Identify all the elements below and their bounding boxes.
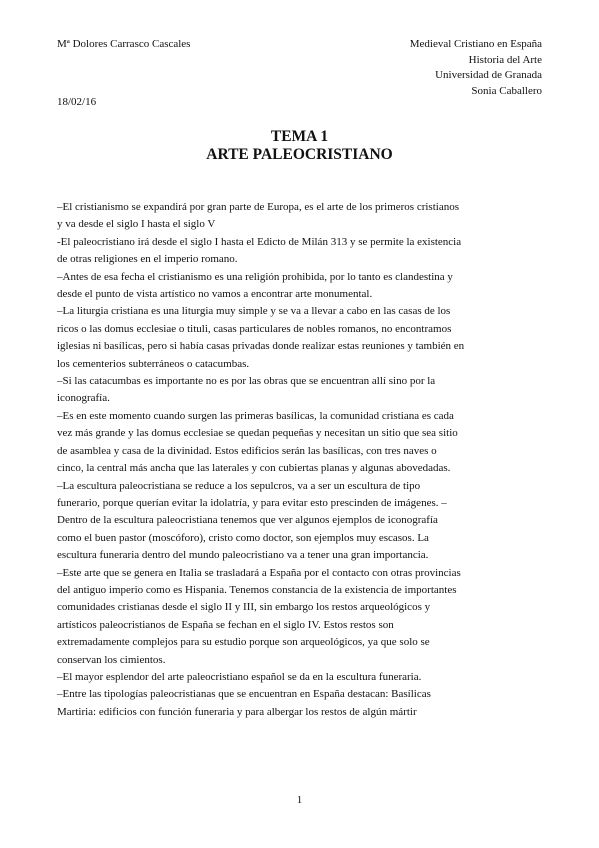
body-line: extremadamente complejos para su estudio porque son arqueológicos, ya que solo se: [57, 636, 430, 649]
body-line: iglesias ni basílicas, pero si había casas privadas donde realizar estas reuniones y también en: [57, 340, 465, 353]
body-line: desde el punto de vista artístico no vamos a encontrar arte monumental.: [57, 288, 373, 301]
body-line: vez más grande y las domus ecclesiae se quedan pequeñas y necesitan un sitio que sea sitio: [57, 427, 458, 440]
course-line: Sonia Caballero: [471, 84, 542, 97]
course-line: Medieval Cristiano en España: [409, 38, 542, 50]
body-line: Dentro de la escultura paleocristiana tenemos que ver algunos ejemplos de iconografía: [57, 514, 438, 527]
body-line: –Si las catacumbas es importante no es por las obras que se encuentran allí sino por la: [57, 375, 436, 388]
body-line: –El mayor esplendor del arte paleocristiano español se da en la escultura funeraria.: [57, 670, 422, 683]
body-line: cinco, la central más ancha que las laterales y con cubiertas planas y algunas abovedadas.: [57, 462, 451, 475]
course-line: Historia del Arte: [468, 53, 542, 66]
body-line: Martiria: edificios con función funeraria y para albergar los restos de algún mártir: [57, 705, 417, 718]
course-line: Universidad de Granada: [435, 69, 542, 81]
body-line: –La escultura paleocristiana se reduce a los sepulcros, va a ser un escultura de tipo: [57, 479, 421, 492]
body-line: –Este arte que se genera en Italia se trasladará a España por el contacto con otras provincias: [57, 566, 461, 579]
body-line: de asamblea y casa de la divinidad. Estos edificios serán las basílicas, con tres naves o: [57, 444, 437, 457]
body-line: del antiguo imperio como es Hispania. Tenemos constancia de la existencia de importantes: [57, 583, 457, 596]
page-number: 1: [296, 794, 303, 806]
document-date: 18/02/16: [57, 96, 97, 108]
document-title: [0, 128, 599, 164]
body-line: conservan los cimientos.: [57, 653, 166, 666]
body-line: –Antes de esa fecha el cristianismo es una religión prohibida, por lo tanto es clandestina y: [57, 270, 453, 283]
body-line: de otras religiones en el imperio romano.: [57, 253, 238, 266]
body-line: –Es en este momento cuando surgen las primeras basílicas, la comunidad cristiana es cada: [57, 409, 454, 422]
body-line: iconografía.: [57, 392, 110, 405]
body-line: -El paleocristiano irá desde el siglo I hasta el Edicto de Milán 313 y se permite la existencia: [57, 235, 462, 248]
title-line: ARTE PALEOCRISTIANO: [206, 146, 393, 163]
body-line: como el buen pastor (moscóforo), cristo como doctor, son ejemplos muy escasos. La: [57, 531, 429, 544]
body-line: escultura funeraria dentro del mundo paleocristiano va a tener una gran importancia.: [57, 549, 429, 562]
body-line: –La liturgia cristiana es una liturgia muy simple y se va a llevar a cabo en las casas de los: [57, 305, 451, 318]
body-line: los cementerios subterráneos o catacumbas.: [57, 357, 250, 370]
title-line: TEMA 1: [270, 128, 329, 145]
body-line: y va desde el siglo I hasta el siglo V: [57, 218, 216, 231]
body-line: –Entre las tipologías paleocristianas que se encuentran en España destacan: Basílicas: [57, 688, 431, 701]
course-info: [410, 37, 542, 99]
body-line: funerario, porque querían evitar la idolatría, y para evitar esto prescinden de imágenes. –: [57, 496, 447, 509]
body-line: artísticos paleocristianos de España se fechan en el siglo IV. Estos restos son: [57, 618, 394, 631]
body-line: comunidades cristianas desde el siglo II y III, sin embargo los restos arqueológicos y: [57, 601, 431, 614]
body-line: –El cristianismo se expandirá por gran parte de Europa, es el arte de los primeros cristianos: [57, 201, 459, 213]
body-text: [57, 199, 546, 721]
author-name: Mª Dolores Carrasco Cascales: [57, 38, 191, 50]
body-line: ricos o las domus ecclesiae o tituli, casas particulares de nobles romanos, no encontramos: [57, 322, 452, 335]
